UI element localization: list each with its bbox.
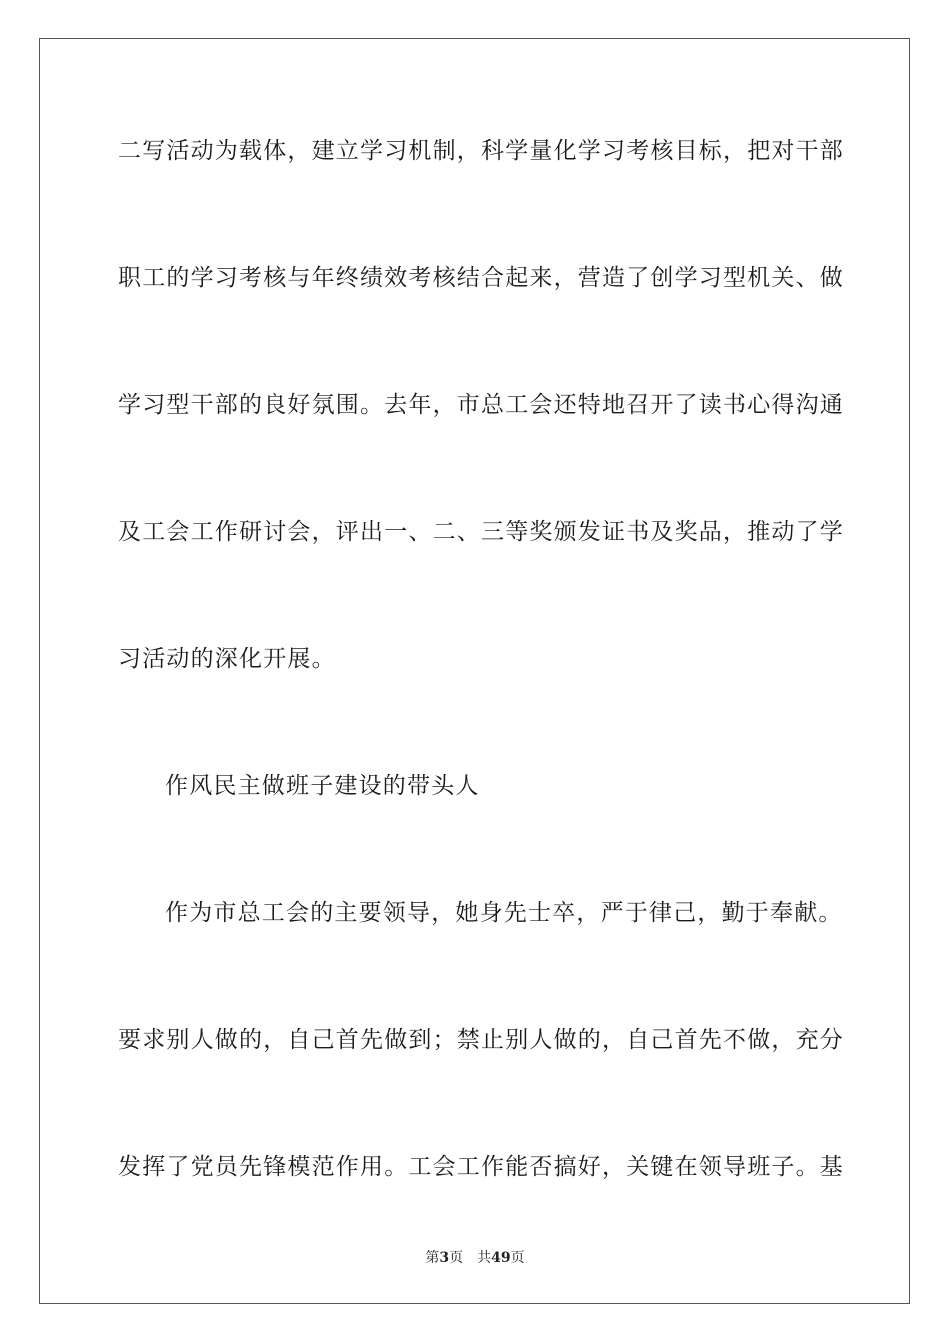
page-number: 3	[439, 1250, 450, 1266]
text-line-1: 二写活动为载体，建立学习机制，科学量化学习考核目标，把对干部	[118, 138, 844, 164]
text-line-3: 学习型干部的良好氛围。去年，市总工会还特地召开了读书心得沟通	[118, 392, 844, 418]
page-prefix: 第	[425, 1250, 440, 1266]
text-line-7: 作为市总工会的主要领导，她身先士卒，严于律己，勤于奉献。	[165, 900, 843, 926]
total-pages: 49	[491, 1250, 511, 1266]
text-line-2: 职工的学习考核与年终绩效考核结合起来，营造了创学习型机关、做	[118, 265, 844, 291]
total-suffix: 页	[510, 1250, 525, 1266]
text-line-5: 习活动的深化开展。	[118, 646, 336, 672]
page-footer	[0, 1247, 950, 1267]
text-line-4: 及工会工作研讨会，评出一、二、三等奖颁发证书及奖品，推动了学	[118, 519, 844, 545]
page-suffix: 页	[449, 1250, 464, 1266]
text-line-8: 要求别人做的，自己首先做到；禁止别人做的，自己首先不做，充分	[118, 1027, 844, 1053]
document-body	[118, 126, 844, 1269]
section-heading: 作风民主做班子建设的带头人	[165, 773, 480, 799]
text-line-9: 发挥了党员先锋模范作用。工会工作能否搞好，关键在领导班子。基	[118, 1154, 844, 1180]
total-prefix: 共	[477, 1250, 492, 1266]
